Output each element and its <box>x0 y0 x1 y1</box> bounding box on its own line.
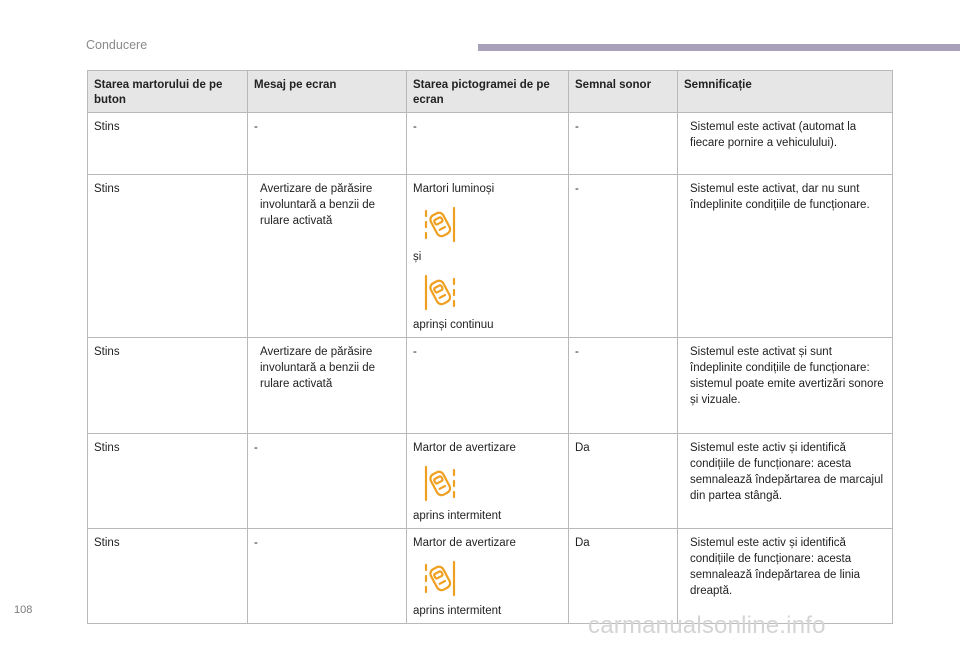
cell-screen-message: - <box>248 113 407 175</box>
pictogram-text: aprins intermitent <box>413 510 502 522</box>
cell-button-state: Stins <box>88 175 248 338</box>
pictogram-text: și <box>413 251 422 263</box>
lane-departure-left-icon <box>423 464 457 502</box>
cell-button-state: Stins <box>88 529 248 624</box>
lane-departure-right-icon <box>423 559 457 597</box>
pictogram-text: - <box>413 346 417 358</box>
section-title: Conducere <box>86 38 148 52</box>
pictogram-text: - <box>413 121 417 133</box>
cell-button-state: Stins <box>88 113 248 175</box>
meaning-text: Sistemul este activat (automat la fiecare pornire a vehiculului). <box>690 121 857 149</box>
cell-sound-signal: Da <box>569 434 678 529</box>
cell-meaning <box>678 529 893 624</box>
cell-button-state: Stins <box>88 434 248 529</box>
table-row <box>88 338 893 434</box>
cell-meaning <box>678 338 893 434</box>
table-row <box>88 175 893 338</box>
watermark: carmanualsonline.info <box>588 612 826 639</box>
meaning-text: Sistemul este activ și identifică condițiile de funcționare: acesta semnalează îndepărtarea de marcajul din partea stângă. <box>690 442 884 502</box>
cell-pictogram-state <box>407 175 569 338</box>
pictogram-text: aprins intermitent <box>413 605 502 617</box>
header-bar <box>478 44 960 51</box>
pictogram-text: Martori luminoși <box>413 183 495 195</box>
cell-sound-signal: Da <box>569 529 678 624</box>
message-text: Avertizare de părăsire involuntară a benzii de rulare activată <box>260 183 376 227</box>
table-header-row <box>88 71 893 113</box>
message-text: Avertizare de părăsire involuntară a benzii de rulare activată <box>260 346 376 390</box>
meaning-text: Sistemul este activat și sunt îndeplinite condițiile de funcționare: sistemul poate emite avertizări sonore și vizuale. <box>690 346 884 406</box>
cell-screen-message <box>248 175 407 338</box>
cell-pictogram-state <box>407 529 569 624</box>
cell-button-state: Stins <box>88 338 248 434</box>
lane-departure-both-icon <box>423 273 457 311</box>
table-row <box>88 529 893 624</box>
cell-pictogram-state <box>407 338 569 434</box>
meaning-text: Sistemul este activat, dar nu sunt îndeplinite condițiile de funcționare. <box>690 183 870 211</box>
cell-sound-signal: - <box>569 113 678 175</box>
pictogram-text: aprinși continuu <box>413 319 494 331</box>
column-header-pictogram-state: Starea pictogramei de pe ecran <box>407 71 569 113</box>
column-header-meaning: Semnificație <box>678 71 893 113</box>
lane-departure-both-icon <box>423 205 457 243</box>
cell-sound-signal: - <box>569 175 678 338</box>
column-header-button-state: Starea martorului de pe buton <box>88 71 248 113</box>
cell-meaning <box>678 434 893 529</box>
cell-screen-message <box>248 338 407 434</box>
column-header-sound-signal: Semnal sonor <box>569 71 678 113</box>
pictogram-text: Martor de avertizare <box>413 442 516 454</box>
cell-sound-signal: - <box>569 338 678 434</box>
column-header-screen-message: Mesaj pe ecran <box>248 71 407 113</box>
table-row <box>88 434 893 529</box>
cell-screen-message: - <box>248 529 407 624</box>
page-number: 108 <box>14 604 33 616</box>
cell-meaning <box>678 113 893 175</box>
table-row <box>88 113 893 175</box>
cell-meaning <box>678 175 893 338</box>
meaning-text: Sistemul este activ și identifică condițiile de funcționare: acesta semnalează îndepărtarea de linia dreaptă. <box>690 537 861 597</box>
cell-screen-message: - <box>248 434 407 529</box>
status-table <box>87 70 893 624</box>
cell-pictogram-state <box>407 434 569 529</box>
pictogram-text: Martor de avertizare <box>413 537 516 549</box>
cell-pictogram-state <box>407 113 569 175</box>
